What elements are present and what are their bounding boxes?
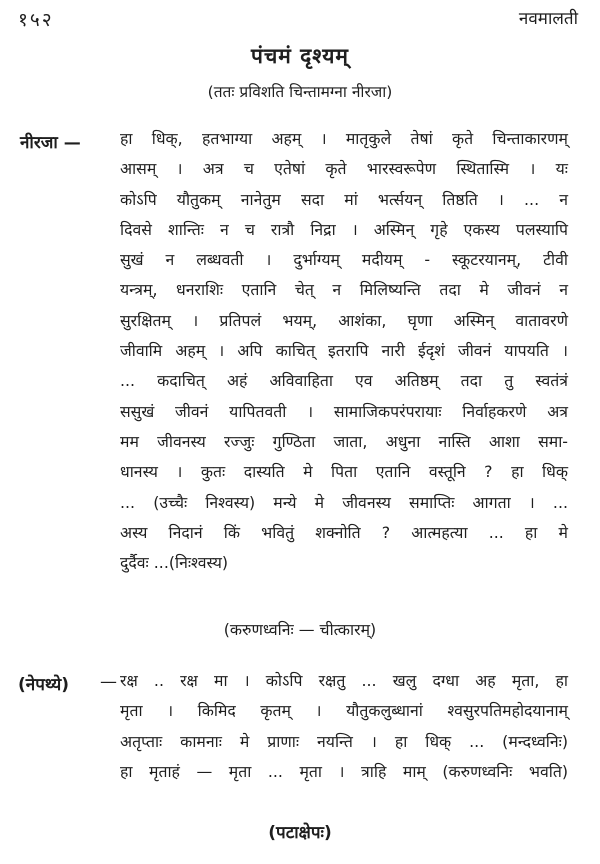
speaker-offstage: (नेपथ्ये) (18, 675, 70, 695)
speech-line: कोऽपि यौतुकम् नानेतुम सदा मां भर्त्सयन् तिष्ठति । ... न (120, 189, 568, 209)
speech-line: ... कदाचित् अहं अविवाहिता एव अतिष्ठम् तदा तु स्वतंत्रं (120, 371, 568, 391)
speech-line: आसम् । अत्र च एतेषां कृते भारस्वरूपेण स्थितास्मि । यः (120, 159, 568, 179)
speech-line: अस्य निदानं किं भवितुं शक्नोति ? आत्महत्या ... हा मे (120, 522, 568, 542)
speech-line: धानस्य । कुतः दास्यति मे पिता एतानि वस्तूनि ? हा धिक् (120, 462, 568, 482)
speech-line: जीवामि अहम् । अपि काचित् इतरापि नारी ईदृशं जीवनं यापयति । (120, 341, 568, 361)
speech-line: दुर्दैवः ...(निःश्वस्य) (120, 553, 229, 573)
speech-offstage (120, 666, 568, 787)
speech-line: अतृप्ताः कामनाः मे प्राणाः नयन्ति । हा धिक् ... (मन्दध्वनिः) (120, 731, 568, 751)
speech-neeraja (120, 124, 568, 578)
running-head: नवमालती (518, 9, 578, 29)
page-number: १५२ (18, 9, 54, 31)
speech-line: मृता । किमिद कृतम् । यौतुकलुब्धानां श्वसुरपतिमहोदयानाम् (120, 701, 568, 721)
speech-line: रक्ष .. रक्ष मा । कोऽपि रक्षतु ... खलु दग्धा अह मृता, हा (120, 671, 568, 690)
speech-line: हा धिक्, हतभाग्या अहम् । मातृकुले तेषां कृते चिन्ताकारणम् (120, 129, 568, 148)
speech-line: ... (उच्चैः निश्वस्य) मन्ये मे जीवनस्य समाप्तिः आगता । ... (120, 492, 568, 512)
speaker-dash: — (100, 672, 117, 692)
stage-direction-cry: (करुणध्वनिः — चीत्कारम्) (223, 620, 377, 639)
entry-stage-direction: (ततः प्रविशति चिन्तामग्ना नीरजा) (207, 83, 393, 101)
scene-title: पंचमं दृश्यम् (251, 44, 349, 68)
speaker-neeraja: नीरजा — (20, 133, 81, 153)
speech-line: यन्त्रम्, धनराशिः एतानि चेत् न मिलिष्यन्ति तदा मे जीवनं न (120, 280, 568, 300)
speech-line: दिवसे शान्तिः न च रात्रौ निद्रा । अस्मिन् गृहे एकस्य पलस्यापि (120, 219, 568, 239)
speech-line: सुखं न लब्धवती । दुर्भाग्यम् मदीयम् - स्कूटरयानम्, टीवी (120, 250, 568, 270)
speech-line: सुरक्षितम् । प्रतिपलं भयम्, आशंका, घृणा अस्मिन् वातावरणे (120, 310, 568, 330)
speech-line: मम जीवनस्य रज्जुः गुण्ठिता जाता, अधुना नास्ति आशा समा- (120, 431, 568, 451)
speech-line: ससुखं जीवनं यापितवती । सामाजिकपरंपरायाः निर्वाहकरणे अत्र (120, 401, 568, 421)
speech-line: हा मृताहं — मृता ... मृता । त्राहि माम् (करुणध्वनिः भवति) (120, 761, 568, 781)
curtain-fall: (पटाक्षेपः) (268, 823, 332, 843)
